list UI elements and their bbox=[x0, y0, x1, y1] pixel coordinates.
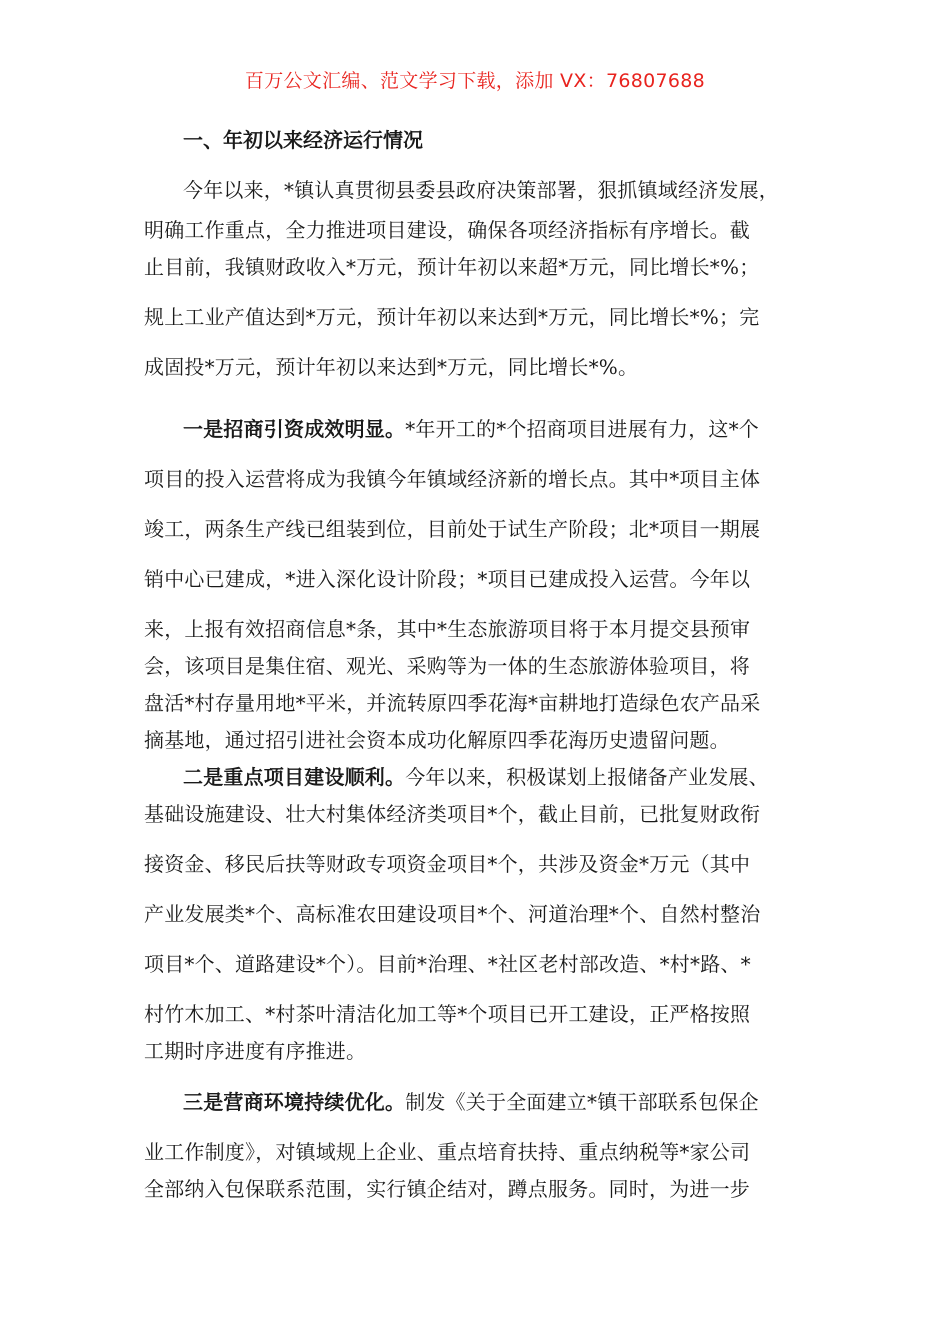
para2-line-3: 竣工，两条生产线已组装到位，目前处于试生产阶段；北*项目一期展 bbox=[144, 517, 761, 541]
para3-lead: 二是重点项目建设顺利。 bbox=[183, 765, 406, 789]
para3-line-4: 产业发展类*个、高标准农田建设项目*个、河道治理*个、自然村整治 bbox=[144, 902, 761, 926]
para4-line-1 bbox=[183, 1086, 814, 1115]
para3-first-rest: 今年以来，积极谋划上报储备产业发展、 bbox=[405, 765, 769, 789]
para3-line-7: 工期时序进度有序推进。 bbox=[144, 1039, 367, 1063]
para4-line-2: 业工作制度》，对镇域规上企业、重点培育扶持、重点纳税等*家公司 bbox=[144, 1140, 751, 1164]
para3-line-5: 项目*个、道路建设*个）。目前*治理、*社区老村部改造、*村*路、* bbox=[144, 952, 751, 976]
para1-line-5: 成固投*万元，预计年初以来达到*万元，同比增长*%。 bbox=[144, 355, 639, 379]
para1-line-3: 止目前，我镇财政收入*万元，预计年初以来超*万元，同比增长*%； bbox=[144, 255, 760, 279]
para4-first-rest: 制发《关于全面建立*镇干部联系包保企 bbox=[405, 1090, 759, 1114]
para2-line-5: 来，上报有效招商信息*条，其中*生态旅游项目将于本月提交县预审 bbox=[144, 617, 751, 641]
para4-lead: 三是营商环境持续优化。 bbox=[183, 1090, 406, 1114]
para2-line-6: 会，该项目是集住宿、观光、采购等为一体的生态旅游体验项目，将 bbox=[144, 654, 750, 678]
header-banner: 百万公文汇编、范文学习下载，添加 VX：76807688 bbox=[244, 70, 706, 92]
para1-line-2: 明确工作重点，全力推进项目建设，确保各项经济指标有序增长。截 bbox=[144, 218, 750, 242]
para1-line-1: 今年以来，*镇认真贯彻县委县政府决策部署，狠抓镇域经济发展， bbox=[183, 178, 779, 202]
para3-line-1 bbox=[183, 761, 814, 790]
para2-line-2: 项目的投入运营将成为我镇今年镇域经济新的增长点。其中*项目主体 bbox=[144, 467, 761, 491]
para1-line-4: 规上工业产值达到*万元，预计年初以来达到*万元，同比增长*%；完 bbox=[144, 305, 760, 329]
para2-line-1 bbox=[183, 413, 814, 442]
para4-line-3: 全部纳入包保联系范围，实行镇企结对，蹲点服务。同时，为进一步 bbox=[144, 1177, 750, 1201]
para3-line-2: 基础设施建设、壮大村集体经济类项目*个，截止目前，已批复财政衔 bbox=[144, 802, 761, 826]
para2-lead: 一是招商引资成效明显。 bbox=[183, 417, 406, 441]
section-heading: 一、年初以来经济运行情况 bbox=[183, 128, 423, 152]
para2-first-rest: *年开工的*个招商项目进展有力，这*个 bbox=[405, 417, 760, 441]
para3-line-6: 村竹木加工、*村茶叶清洁化加工等*个项目已开工建设，正严格按照 bbox=[144, 1002, 751, 1026]
para2-line-7: 盘活*村存量用地*平米，并流转原四季花海*亩耕地打造绿色农产品采 bbox=[144, 691, 761, 715]
para2-line-4: 销中心已建成，*进入深化设计阶段；*项目已建成投入运营。今年以 bbox=[144, 567, 751, 591]
para3-line-3: 接资金、移民后扶等财政专项资金项目*个，共涉及资金*万元（其中 bbox=[144, 852, 751, 876]
para2-line-8: 摘基地，通过招引进社会资本成功化解原四季花海历史遗留问题。 bbox=[144, 728, 730, 752]
